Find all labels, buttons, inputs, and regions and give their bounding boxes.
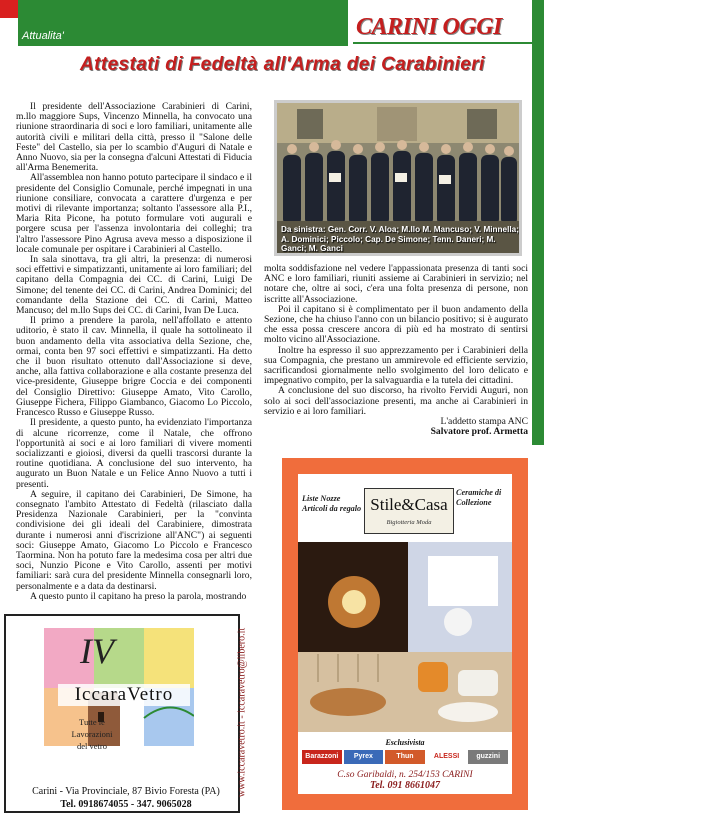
- article-paragraph: All'assemblea non hanno potuto partecipare il sindaco e il presidente del Consiglio Comunale, perché impegnati in una riunione consiliare, convocata a carattere d'urgenza e per motivi di rilevante importanza; soltanto l'assessore alla P.I., Maria Rita Picone, ha potuto formulare voti augurali e porgere scusa per l'assenza involontaria dei colleghi; tra l'altro l'assessore Pino Agrusa aveva messo a disposizione il locale comunale per ospitare i Carabinieri al Castello.: [16, 172, 252, 255]
- stile-logo-subtitle: Bigiotteria Moda: [386, 519, 432, 526]
- article-paragraph: A questo punto il capitano ha preso la parola, mostrando: [30, 590, 247, 602]
- vetro-monogram: IV: [80, 631, 114, 671]
- masthead-rule: [353, 42, 533, 44]
- stile-gift-text: Liste Nozze Articoli da regalo: [302, 494, 362, 513]
- vetro-service-line: Lavorazioni: [71, 729, 113, 739]
- article-headline: Attestati di Fedeltà all'Arma dei Carabinieri: [80, 54, 485, 75]
- stile-phone: Tel. 091 8661047: [370, 780, 440, 791]
- article-paragraph: In sala sinottava, tra gli altri, la presenza: di numerosi soci effettivi e simpatizzanti, unitamente ai loro familiari; del capitano della Compagnia dei CC. di Carini, Luigi De Simone; del tenente dei CC. di Carini, Andrea Dominici; del comandante della Stazione dei CC. di Carini, Matteo Mancuso; del m.llo Sups dei CC. di Carini, Ivan De Luca.: [16, 254, 252, 317]
- stile-logo-text: Stile&Casa: [370, 495, 448, 514]
- signoff-name-text: Salvatore prof. Armetta: [430, 426, 528, 438]
- article-paragraph: molta soddisfazione nel vedere l'appassionata presenza di tanti soci ANC e loro familiari, riuniti assieme ai Carabinieri in servizio; nel notare che, oltre ai soci, c'era una folta presenza di persone, non iscritte all'Associazione.: [264, 264, 528, 305]
- stile-product-photos: [298, 542, 512, 732]
- vetro-service-line: Tutte le: [79, 717, 105, 727]
- article-paragraph: Poi il capitano si è complimentato per il buon andamento della Sezione, che ha chiuso l'anno con un bilancio positivo; si è augurato che essa possa crescere ancora di più ed ha mostrato di sentirsi molto vicino all'Associazione.: [264, 303, 528, 346]
- brand-barazzoni: Barazzoni: [302, 750, 342, 764]
- article-paragraph: Il primo a prendere la parola, nell'affollato e attento uditorio, è stato il cav. Minnella, il quale ha sottolineato il buon andamento della vita associativa della Sezione, che, ormai, conta ben 97 soci effettivi e simpatizzanti. Ha detto che il buon risultato ottenuto dall'Associazione si deve, anche, alla fattiva collaborazione e alla costante presenza del vice-presidente, Giuseppe brigre Coccia e dei componenti del Consiglio Direttivo: Giuseppe Amato, Vito Carollo, Giuseppe Fichera, Filippo Giambanco, Giacomo Lo Piccolo, Francesco Russo e Giuseppe Russo.: [16, 315, 252, 419]
- header-green-strip: [18, 0, 348, 46]
- stile-inner-panel: [298, 474, 512, 794]
- vetro-service-line: del vetro: [77, 741, 107, 751]
- vetro-address: Carini - Via Provinciale, 87 Bivio Foresta (PA): [32, 786, 220, 797]
- section-tag: Attualita': [22, 30, 64, 42]
- signoff-name: [264, 427, 528, 437]
- vetro-web-vertical: [232, 625, 246, 805]
- article-right-column: [264, 264, 528, 444]
- brand-alessi: ALESSI: [427, 750, 467, 764]
- vetro-phone: Tel. 0918674055 - 347. 9065028: [60, 799, 192, 810]
- vetro-web-link[interactable]: www.iccaravetro.it - iccaravetro@libero.it: [236, 627, 248, 798]
- article-paragraph: A seguire, il capitano dei Carabinieri, De Simone, ha consegnato l'ambito Attestato di Fedeltà (rilasciato dalla Presidenza Nazionale Carabinieri, per la "convinta condivisione dei gli ideali del Carabiniere, dimostrata durante i numerosi anni d'iscrizione all'ANC") ai seguenti soci: Giuseppe Amato, Giacomo Lo Piccolo e Francesco Taormina. Non ha potuto fare la medesima cosa per altri due soci, Nunzio Picone e Vito Carollo, assenti per motivi familiari: sarà cura del presidente Minnella consegnarli loro, personalmente e a data da destinarsi.: [16, 488, 252, 592]
- red-corner-block: [0, 0, 18, 18]
- stile-exclusive-label: Esclusivista: [385, 738, 425, 747]
- article-left-column: [16, 102, 252, 610]
- article-paragraph: Inoltre ha espresso il suo apprezzamento per i Carabinieri della sua Compagnia, che prestano un ammirevole ed efficiente servizio, sacrificandosi giornalmente nello svolgimento del loro delicato e impegnativo compito, per la salvaguardia e la tutela dei cittadini.: [264, 344, 528, 387]
- vetro-brand-name: IccaraVetro: [58, 684, 190, 706]
- ad-iccara-vetro: [4, 614, 240, 813]
- brand-thun: Thun: [385, 750, 425, 764]
- brand-strip: [302, 750, 508, 764]
- brand-guzzini: guzzini: [468, 750, 508, 764]
- stile-ceramics-text: Ceramiche di Collezione: [456, 488, 502, 507]
- article-paragraph: Il presidente dell'Associazione Carabinieri di Carini, m.llo maggiore Sups, Vincenzo Minnella, ha convocato una riunione straordinaria di soci e loro familiari, unitamente alle autorità civili e militari della città, presso il "Salone delle Feste" del Castello, sia per lo scambio d'Auguri di Natale e Anno Nuovo, sia per la consegna d'alcuni Attestati di Fiducia all'Arma Benemerita.: [16, 102, 252, 174]
- article-paragraph: Il presidente, a questo punto, ha evidenziato l'importanza di alcune ricorrenze, come il Natale, che offrono l'opportunità ai soci e ai loro familiari di vivere momenti socializzanti e gioiosi, diversi da quelli trascorsi durante la routine quotidiana. A conclusione del suo intervento, ha augurato un Buon Natale e un Felice Anno Nuovo a tutti i presenti.: [16, 417, 252, 490]
- masthead: CARINI OGGI: [356, 14, 502, 40]
- ad-stile-casa: [282, 458, 528, 810]
- group-photo: [274, 100, 522, 256]
- vetro-services: [62, 716, 122, 752]
- photo-caption: Da sinistra: Gen. Corr. V. Aloa; M.llo M. Mancuso; V. Minnella; A. Dominici; Piccolo; Cap. De Simone; Tenn. Daneri; M. Ganci; M. Ganci: [281, 225, 519, 253]
- stile-logo: [364, 488, 454, 534]
- stile-address: C.so Garibaldi, n. 254/153 CARINI: [337, 770, 473, 780]
- right-green-border: [532, 0, 544, 445]
- signoff-role: L'addetto stampa ANC: [440, 416, 528, 428]
- brand-pyrex: Pyrex: [344, 750, 384, 764]
- article-paragraph: A conclusione del suo discorso, ha rivolto Fervidi Auguri, non solo ai soci dell'associazione presenti, ma anche ai Carabinieri in servizio e ai loro familiari.: [264, 385, 528, 417]
